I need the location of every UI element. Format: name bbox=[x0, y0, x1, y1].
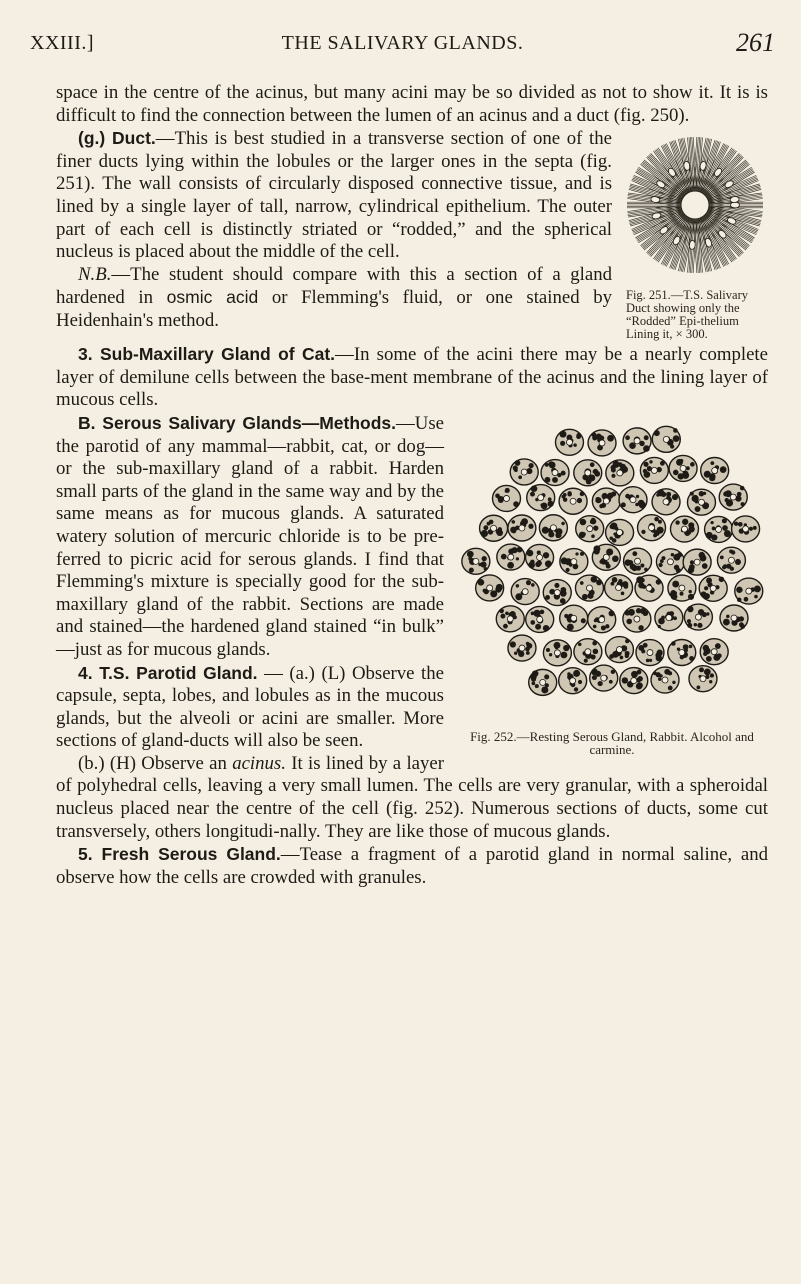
figure-251-caption: Fig. 251.—T.S. Salivary Duct showing only the “Rodded” Epi-thelium Lining it, × 300. bbox=[626, 288, 748, 342]
figure-252-caption: Fig. 252.—Resting Serous Gland, Rabbit. Alcohol and carmine. bbox=[470, 728, 754, 757]
figure-252 bbox=[452, 418, 772, 756]
paragraph-fresh-gland bbox=[56, 843, 768, 889]
submaxillary-text: —In some of the acini there may be a nearly complete layer of demilune cells between the base-ment membrane of the acinus and the lining layer of mucous cells. bbox=[56, 344, 768, 411]
chapter-number: XXIII.] bbox=[30, 32, 95, 54]
fresh-gland-text: —Tease a fragment of a parotid gland in normal saline, and observe how the cells are crowded with granules. bbox=[56, 844, 768, 888]
acinus-term: acinus. bbox=[232, 752, 286, 774]
running-title: THE SALIVARY GLANDS. bbox=[281, 32, 524, 54]
paragraph-acinus bbox=[56, 753, 768, 843]
paragraph-submaxillary bbox=[56, 343, 768, 412]
page-number: 261 bbox=[736, 28, 775, 57]
duct-text: —This is best studied in a transverse section of one of the finer ducts lying within the lobules or the larger ones in the septa (fig. 251). The wall consists of circularly disposed connective tissue, and is lined by a single layer of tall, narrow, cylindrical epithelium. The outer part of each cell is distinctly striated or “rodded,” and the spherical nucleus is placed about the middle of the cell. bbox=[56, 128, 612, 263]
nb-text-2: or Flemming's fluid, or one stained by Heidenhain's method. bbox=[56, 287, 612, 331]
parotid-text: — (a.) (L) Observe the capsule, septa, lobes, and lobules as in the mucous glands, but the alveoli or acini are smaller. More sections of gland-ducts will also be seen. bbox=[56, 662, 444, 752]
acinus-text-2: It is lined by a layer of polyhedral cells, leaving a very small lumen. The cells are very granular, with a spheroidal nucleus placed near the centre of the cell (fig. 252). Numerous sections of ducts, some cut transversely, others longitudi-nally. They are like those of mucous glands. bbox=[56, 752, 768, 842]
parotid-heading: 4. T.S. Parotid Gland. bbox=[78, 662, 258, 683]
salivary-duct-illustration bbox=[620, 127, 770, 287]
figure-251 bbox=[620, 127, 770, 341]
nb-text-1: —The student should compare with this a section of a gland hardened in bbox=[56, 263, 612, 309]
serous-methods-heading: B. Serous Salivary Glands—Methods. bbox=[78, 412, 396, 433]
body-text bbox=[56, 82, 768, 889]
serous-methods-text: —Use the parotid of any mammal—rabbit, cat, or dog—or the sub-maxillary gland of a rabbit. Harden small parts of the gland in the same way and by the same means as for mucous glands. A saturated watery solution of mercuric chloride is to be pre-ferred to picric acid for serous glands. I find that Flemming's mixture is specially good for the sub-maxillary gland of the rabbit. Sections are made and stained—the hardened gland stained “in bulk” —just as for mucous glands. bbox=[56, 412, 444, 660]
nb-label: N.B. bbox=[78, 263, 112, 285]
serous-gland-illustration bbox=[452, 418, 772, 728]
fresh-gland-heading: 5. Fresh Serous Gland. bbox=[78, 844, 281, 865]
paragraph-acinus-lumen: space in the centre of the acinus, but many acini may be so divided as not to show it. It is is difficult to find the connection between the lumen of an acinus and a duct (fig. 250). bbox=[56, 82, 768, 126]
nb-term: osmic acid bbox=[166, 287, 259, 308]
acinus-text-1: (b.) (H) Observe an bbox=[78, 752, 233, 774]
submaxillary-heading: 3. Sub-Maxillary Gland of Cat. bbox=[78, 344, 336, 365]
running-header bbox=[30, 30, 775, 62]
duct-heading: (g.) Duct. bbox=[78, 128, 156, 149]
